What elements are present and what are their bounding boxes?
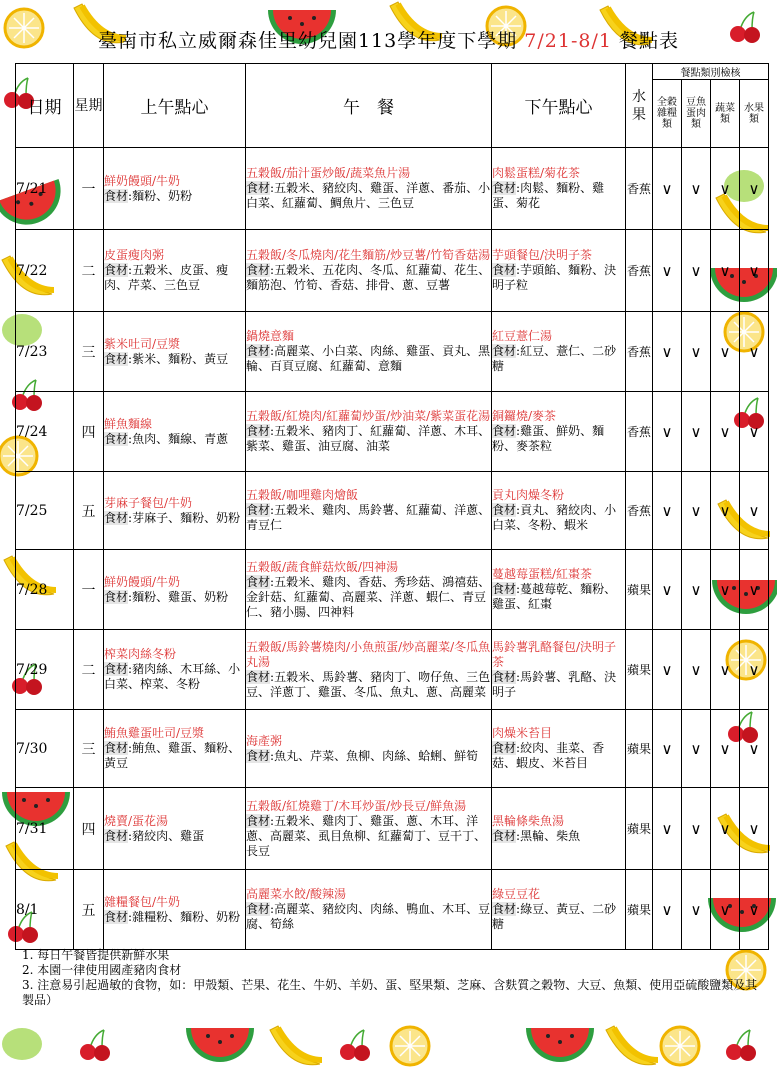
check-vegetable: ∨	[711, 392, 740, 472]
morning-dish: 鮮奶饅頭/牛奶	[104, 574, 181, 589]
ingredient-list: 貢丸、豬絞肉、小白菜、冬粉、蝦米	[492, 503, 617, 532]
check-fruit: ∨	[740, 148, 769, 230]
check-vegetable: ∨	[711, 550, 740, 630]
title-suffix: 餐點表	[619, 30, 680, 52]
ingredient-label: 食材	[246, 902, 271, 916]
afternoon-ingredients: 食材:芋頭餡、麵粉、決明子粒	[492, 263, 617, 292]
row-fruit: 蘋果	[626, 710, 653, 788]
morning-dish: 雜糧餐包/牛奶	[104, 894, 181, 909]
ingredient-label: 食材	[246, 574, 271, 589]
menu-row	[16, 870, 769, 950]
afternoon-dish: 馬鈴薯乳酪餐包/決明子茶	[492, 639, 617, 669]
ingredient-list: 蔓越莓乾、麵粉、雞蛋、紅棗	[492, 582, 617, 611]
row-weekday: 三	[74, 710, 104, 788]
afternoon-ingredients: 食材:雞蛋、鮮奶、麵粉、麥茶粒	[492, 424, 605, 453]
header-afternoon-snack: 下午點心	[492, 64, 626, 148]
afternoon-ingredients: 食材:黑輪、柴魚	[492, 828, 581, 843]
check-grains: ∨	[653, 870, 682, 950]
row-fruit: 蘋果	[626, 870, 653, 950]
menu-row	[16, 312, 769, 392]
ingredient-list: 豬絞肉、雞蛋	[132, 828, 205, 843]
row-fruit: 香蕉	[626, 392, 653, 472]
check-protein: ∨	[682, 550, 711, 630]
row-fruit: 蘋果	[626, 788, 653, 870]
title-date-range: 7/21-8/1	[524, 30, 612, 52]
afternoon-dish: 芋頭餐包/決明子茶	[492, 248, 593, 262]
row-date: 7/31	[16, 788, 74, 870]
morning-ingredients: 食材:鮪魚、雞蛋、麵粉、黃豆	[104, 741, 241, 770]
check-vegetable: ∨	[711, 230, 740, 312]
row-weekday: 三	[74, 312, 104, 392]
afternoon-snack-cell	[492, 870, 626, 950]
ingredient-list: 高麗菜、小白菜、肉絲、雞蛋、貢丸、黑輪、百頁豆腐、紅蘿蔔、意麵	[246, 344, 491, 373]
page-title	[0, 26, 777, 53]
check-vegetable: ∨	[711, 870, 740, 950]
morning-ingredients: 食材:豬絞肉、雞蛋	[104, 828, 205, 843]
ingredient-list: 魚肉、麵線、青蔥	[132, 431, 229, 446]
ingredient-list: 五穀米、雞肉丁、雞蛋、蔥、木耳、洋蔥、高麗菜、虱目魚柳、紅蘿蔔丁、豆干丁、長豆	[246, 813, 487, 858]
lunch-cell	[246, 312, 492, 392]
lunch-ingredients: 食材:高麗菜、小白菜、肉絲、雞蛋、貢丸、黑輪、百頁豆腐、紅蘿蔔、意麵	[246, 344, 491, 373]
morning-dish: 紫米吐司/豆漿	[104, 336, 181, 351]
check-protein: ∨	[682, 870, 711, 950]
lunch-cell	[246, 230, 492, 312]
row-date: 7/21	[16, 148, 74, 230]
header-fruit: 水果	[626, 64, 653, 148]
note-item: 1. 每日午餐皆提供新鮮水果	[22, 948, 170, 962]
menu-table	[15, 63, 769, 950]
check-fruit: ∨	[740, 870, 769, 950]
afternoon-dish: 肉鬆蛋糕/菊花茶	[492, 166, 581, 180]
morning-dish: 鮮魚麵線	[104, 416, 153, 431]
check-protein: ∨	[682, 392, 711, 472]
row-date: 7/30	[16, 710, 74, 788]
lunch-ingredients: 食材:魚丸、芹菜、魚柳、肉絲、蛤蜊、鮮筍	[246, 748, 479, 763]
ingredient-list: 芋頭餡、麵粉、決明子粒	[492, 263, 617, 292]
ingredient-label: 食材	[492, 582, 517, 596]
ingredient-label: 食材	[492, 263, 517, 277]
ingredient-label: 食材	[104, 351, 129, 366]
ingredient-label: 食材	[492, 828, 517, 843]
header-weekday: 星期	[74, 64, 104, 148]
morning-snack-cell	[104, 392, 246, 472]
check-fruit: ∨	[740, 230, 769, 312]
check-fruit: ∨	[740, 392, 769, 472]
header-morning-snack: 上午點心	[104, 64, 246, 148]
menu-row	[16, 630, 769, 710]
check-vegetable: ∨	[711, 788, 740, 870]
row-weekday: 二	[74, 230, 104, 312]
lunch-cell	[246, 148, 492, 230]
morning-snack-cell	[104, 788, 246, 870]
ingredient-label: 食材	[246, 263, 271, 277]
morning-ingredients: 食材:豬肉絲、木耳絲、小白菜、榨菜、冬粉	[104, 662, 241, 691]
ingredient-list: 黑輪、柴魚	[520, 828, 581, 843]
afternoon-snack-cell	[492, 230, 626, 312]
ingredient-list: 五穀米、馬鈴薯、豬肉丁、吻仔魚、三色豆、洋蔥丁、雞蛋、冬瓜、魚丸、蔥、高麗菜	[246, 669, 491, 699]
check-grains: ∨	[653, 788, 682, 870]
ingredient-list: 馬鈴薯、乳酪、決明子	[492, 669, 617, 699]
ingredient-label: 食材	[492, 669, 517, 684]
row-weekday: 一	[74, 550, 104, 630]
row-fruit: 香蕉	[626, 230, 653, 312]
ingredient-list: 五穀米、雞肉、香菇、秀珍菇、鴻禧菇、金針菇、紅蘿蔔、高麗菜、洋蔥、蝦仁、青豆仁、豬小腸、四神料	[246, 574, 491, 619]
afternoon-ingredients: 食材:肉鬆、麵粉、雞蛋、菊花	[492, 181, 605, 210]
lunch-dish: 五穀飯/冬瓜燒肉/花生麵筋/炒豆薯/竹筍香菇湯	[246, 248, 491, 262]
afternoon-ingredients: 食材:貢丸、豬絞肉、小白菜、冬粉、蝦米	[492, 503, 617, 532]
header-check-group: 餐點類別檢核	[653, 64, 769, 80]
morning-dish: 皮蛋瘦肉粥	[104, 248, 165, 262]
lunch-cell	[246, 392, 492, 472]
afternoon-ingredients: 食材:紅豆、薏仁、二砂糖	[492, 344, 617, 373]
ingredient-list: 綠豆、黃豆、二砂糖	[492, 902, 617, 931]
menu-row	[16, 392, 769, 472]
row-fruit: 香蕉	[626, 472, 653, 550]
afternoon-dish: 肉燥米苔目	[492, 726, 553, 740]
check-grains: ∨	[653, 148, 682, 230]
row-fruit: 香蕉	[626, 148, 653, 230]
morning-snack-cell	[104, 230, 246, 312]
ingredient-label: 食材	[246, 181, 271, 195]
afternoon-ingredients: 食材:綠豆、黃豆、二砂糖	[492, 902, 617, 931]
lunch-ingredients: 食材:五穀米、五花肉、冬瓜、紅蘿蔔、花生、麵筋泡、竹筍、香菇、排骨、蔥、豆薯	[246, 263, 491, 292]
lunch-ingredients: 食材:五穀米、馬鈴薯、豬肉丁、吻仔魚、三色豆、洋蔥丁、雞蛋、冬瓜、魚丸、蔥、高麗菜	[246, 669, 491, 699]
ingredient-label: 食材	[246, 344, 271, 358]
ingredient-label: 食材	[492, 181, 517, 195]
check-protein: ∨	[682, 148, 711, 230]
check-protein: ∨	[682, 630, 711, 710]
morning-ingredients: 食材:芽麻子、麵粉、奶粉	[104, 510, 241, 525]
morning-ingredients: 食材:紫米、麵粉、黃豆	[104, 351, 229, 366]
ingredient-label: 食材	[104, 188, 129, 203]
ingredient-label: 食材	[492, 503, 517, 517]
header-lunch: 午 餐	[246, 64, 492, 148]
ingredient-label: 食材	[104, 589, 129, 604]
morning-snack-cell	[104, 148, 246, 230]
row-weekday: 一	[74, 148, 104, 230]
afternoon-snack-cell	[492, 710, 626, 788]
check-grains: ∨	[653, 312, 682, 392]
check-protein: ∨	[682, 710, 711, 788]
row-fruit: 香蕉	[626, 312, 653, 392]
afternoon-ingredients: 食材:蔓越莓乾、麵粉、雞蛋、紅棗	[492, 582, 617, 611]
lunch-dish: 海產粥	[246, 733, 283, 748]
ingredient-label: 食材	[104, 662, 129, 676]
morning-snack-cell	[104, 870, 246, 950]
morning-snack-cell	[104, 472, 246, 550]
morning-dish: 芽麻子餐包/牛奶	[104, 495, 193, 510]
ingredient-label: 食材	[246, 669, 271, 684]
ingredient-label: 食材	[104, 510, 129, 525]
row-date: 7/29	[16, 630, 74, 710]
row-date: 8/1	[16, 870, 74, 950]
lunch-cell	[246, 550, 492, 630]
morning-snack-cell	[104, 710, 246, 788]
ingredient-list: 芽麻子、麵粉、奶粉	[132, 510, 241, 525]
title-prefix: 臺南市私立威爾森佳里幼兒園113學年度下學期	[97, 30, 518, 52]
ingredient-list: 雜糧粉、麵粉、奶粉	[132, 909, 241, 924]
afternoon-snack-cell	[492, 550, 626, 630]
check-protein: ∨	[682, 788, 711, 870]
check-vegetable: ∨	[711, 312, 740, 392]
ingredient-list: 魚丸、芹菜、魚柳、肉絲、蛤蜊、鮮筍	[274, 748, 479, 763]
ingredient-list: 高麗菜、豬絞肉、肉絲、鴨血、木耳、豆腐、筍絲	[246, 902, 491, 931]
ingredient-label: 食材	[246, 424, 271, 438]
lunch-dish: 五穀飯/茄汁蛋炒飯/蔬菜魚片湯	[246, 166, 411, 180]
lunch-cell	[246, 710, 492, 788]
row-fruit: 蘋果	[626, 630, 653, 710]
menu-row	[16, 148, 769, 230]
row-date: 7/24	[16, 392, 74, 472]
ingredient-label: 食材	[246, 813, 271, 828]
ingredient-list: 麵粉、雞蛋、奶粉	[132, 589, 229, 604]
row-weekday: 五	[74, 870, 104, 950]
lunch-ingredients: 食材:五穀米、豬絞肉、雞蛋、洋蔥、番茄、小白菜、紅蘿蔔、鯛魚片、三色豆	[246, 181, 491, 210]
lunch-ingredients: 食材:高麗菜、豬絞肉、肉絲、鴨血、木耳、豆腐、筍絲	[246, 902, 491, 931]
check-grains: ∨	[653, 630, 682, 710]
lunch-cell	[246, 788, 492, 870]
menu-row	[16, 710, 769, 788]
ingredient-label: 食材	[104, 741, 129, 755]
afternoon-dish: 紅豆薏仁湯	[492, 329, 553, 343]
afternoon-ingredients: 食材:馬鈴薯、乳酪、決明子	[492, 669, 617, 699]
afternoon-ingredients: 食材:絞肉、韭菜、香菇、蝦皮、米苔目	[492, 741, 605, 770]
header-date: 日期	[16, 64, 74, 148]
morning-dish: 鮪魚雞蛋吐司/豆漿	[104, 726, 205, 740]
check-grains: ∨	[653, 550, 682, 630]
ingredient-label: 食材	[492, 424, 517, 438]
lunch-cell	[246, 630, 492, 710]
ingredient-list: 豬肉絲、木耳絲、小白菜、榨菜、冬粉	[104, 662, 241, 691]
lunch-ingredients: 食材:五穀米、雞肉、香菇、秀珍菇、鴻禧菇、金針菇、紅蘿蔔、高麗菜、洋蔥、蝦仁、青豆仁、豬小腸、四神料	[246, 574, 491, 619]
afternoon-snack-cell	[492, 788, 626, 870]
check-vegetable: ∨	[711, 630, 740, 710]
check-protein: ∨	[682, 472, 711, 550]
afternoon-snack-cell	[492, 472, 626, 550]
ingredient-list: 五穀米、豬肉丁、紅蘿蔔、洋蔥、木耳、紫菜、雞蛋、油豆腐、油菜	[246, 424, 491, 453]
ingredient-label: 食材	[492, 902, 517, 916]
check-fruit: ∨	[740, 312, 769, 392]
morning-dish: 榨菜肉絲冬粉	[104, 647, 177, 661]
lunch-ingredients: 食材:五穀米、雞肉、馬鈴薯、紅蘿蔔、洋蔥、青豆仁	[246, 503, 491, 532]
afternoon-snack-cell	[492, 148, 626, 230]
ingredient-label: 食材	[104, 263, 129, 277]
lunch-dish: 五穀飯/紅燒肉/紅蘿蔔炒蛋/炒油菜/紫菜蛋花湯	[246, 409, 491, 423]
check-fruit: ∨	[740, 710, 769, 788]
afternoon-dish: 黑輪條柴魚湯	[492, 813, 565, 828]
menu-row	[16, 230, 769, 312]
row-weekday: 五	[74, 472, 104, 550]
afternoon-dish: 銅鑼燒/麥茶	[492, 409, 557, 423]
morning-snack-cell	[104, 630, 246, 710]
afternoon-dish: 貢丸肉燥冬粉	[492, 488, 565, 502]
row-weekday: 四	[74, 392, 104, 472]
ingredient-list: 麵粉、奶粉	[132, 188, 193, 203]
check-vegetable: ∨	[711, 472, 740, 550]
header-check-protein: 豆魚蛋肉類	[682, 80, 711, 148]
afternoon-snack-cell	[492, 392, 626, 472]
morning-snack-cell	[104, 550, 246, 630]
row-date: 7/23	[16, 312, 74, 392]
lunch-dish: 五穀飯/蔬食鮮菇炊飯/四神湯	[246, 559, 399, 574]
afternoon-dish: 蔓越莓蛋糕/紅棗茶	[492, 567, 593, 581]
ingredient-label: 食材	[492, 344, 517, 358]
ingredient-list: 鮪魚、雞蛋、麵粉、黃豆	[104, 741, 241, 770]
ingredient-label: 食材	[246, 748, 271, 763]
lunch-cell	[246, 870, 492, 950]
row-date: 7/25	[16, 472, 74, 550]
morning-ingredients: 食材:麵粉、雞蛋、奶粉	[104, 589, 229, 604]
afternoon-snack-cell	[492, 630, 626, 710]
ingredient-label: 食材	[492, 741, 517, 755]
ingredient-list: 五穀米、雞肉、馬鈴薯、紅蘿蔔、洋蔥、青豆仁	[246, 503, 491, 532]
notes	[22, 948, 762, 1008]
morning-dish: 燒賣/蛋花湯	[104, 813, 169, 828]
afternoon-dish: 綠豆豆花	[492, 887, 541, 901]
ingredient-list: 肉鬆、麵粉、雞蛋、菊花	[492, 181, 605, 210]
row-date: 7/22	[16, 230, 74, 312]
header-check-fruit: 水果類	[740, 80, 769, 148]
menu-rows	[16, 148, 769, 950]
ingredient-list: 五穀米、皮蛋、瘦肉、芹菜、三色豆	[104, 263, 229, 292]
ingredient-label: 食材	[104, 909, 129, 924]
check-protein: ∨	[682, 230, 711, 312]
check-fruit: ∨	[740, 472, 769, 550]
check-grains: ∨	[653, 230, 682, 312]
lunch-dish: 鍋燒意麵	[246, 329, 295, 343]
lunch-dish: 五穀飯/紅燒雞丁/木耳炒蛋/炒長豆/鮮魚湯	[246, 798, 467, 813]
ingredient-label: 食材	[246, 503, 271, 517]
menu-row	[16, 472, 769, 550]
note-item: 3. 注意易引起過敏的食物，如：甲殼類、芒果、花生、牛奶、羊奶、蛋、堅果類、芝麻、含麩質之穀物、大豆、魚類、使用亞硫酸鹽類及其製品）	[22, 978, 758, 1007]
check-grains: ∨	[653, 710, 682, 788]
note-item: 2. 本園一律使用國產豬肉食材	[22, 963, 182, 977]
row-weekday: 二	[74, 630, 104, 710]
morning-ingredients: 食材:魚肉、麵線、青蔥	[104, 431, 229, 446]
header-check-vegetable: 蔬菜類	[711, 80, 740, 148]
morning-ingredients: 食材:雜糧粉、麵粉、奶粉	[104, 909, 241, 924]
ingredient-list: 紅豆、薏仁、二砂糖	[492, 344, 617, 373]
morning-ingredients: 食材:麵粉、奶粉	[104, 188, 193, 203]
check-fruit: ∨	[740, 550, 769, 630]
ingredient-label: 食材	[104, 828, 129, 843]
afternoon-snack-cell	[492, 312, 626, 392]
morning-snack-cell	[104, 312, 246, 392]
lunch-ingredients: 食材:五穀米、雞肉丁、雞蛋、蔥、木耳、洋蔥、高麗菜、虱目魚柳、紅蘿蔔丁、豆干丁、長豆	[246, 813, 487, 858]
check-vegetable: ∨	[711, 710, 740, 788]
ingredient-list: 紫米、麵粉、黃豆	[132, 351, 229, 366]
check-grains: ∨	[653, 472, 682, 550]
lunch-ingredients: 食材:五穀米、豬肉丁、紅蘿蔔、洋蔥、木耳、紫菜、雞蛋、油豆腐、油菜	[246, 424, 491, 453]
check-protein: ∨	[682, 312, 711, 392]
lunch-dish: 五穀飯/咖哩雞肉燴飯	[246, 488, 359, 502]
lunch-dish: 五穀飯/馬鈴薯燒肉/小魚煎蛋/炒高麗菜/冬瓜魚丸湯	[246, 639, 491, 669]
menu-row	[16, 788, 769, 870]
row-fruit: 蘋果	[626, 550, 653, 630]
row-weekday: 四	[74, 788, 104, 870]
ingredient-list: 雞蛋、鮮奶、麵粉、麥茶粒	[492, 424, 605, 453]
menu-row	[16, 550, 769, 630]
check-grains: ∨	[653, 392, 682, 472]
check-fruit: ∨	[740, 788, 769, 870]
ingredient-list: 五穀米、五花肉、冬瓜、紅蘿蔔、花生、麵筋泡、竹筍、香菇、排骨、蔥、豆薯	[246, 263, 491, 292]
ingredient-label: 食材	[104, 431, 129, 446]
header-check-grains: 全穀雜糧類	[653, 80, 682, 148]
check-vegetable: ∨	[711, 148, 740, 230]
lunch-dish: 高麗菜水餃/酸辣湯	[246, 887, 347, 901]
ingredient-list: 五穀米、豬絞肉、雞蛋、洋蔥、番茄、小白菜、紅蘿蔔、鯛魚片、三色豆	[246, 181, 491, 210]
row-date: 7/28	[16, 550, 74, 630]
morning-dish: 鮮奶饅頭/牛奶	[104, 173, 181, 188]
lunch-cell	[246, 472, 492, 550]
ingredient-list: 絞肉、韭菜、香菇、蝦皮、米苔目	[492, 741, 605, 770]
morning-ingredients: 食材:五穀米、皮蛋、瘦肉、芹菜、三色豆	[104, 263, 229, 292]
check-fruit: ∨	[740, 630, 769, 710]
